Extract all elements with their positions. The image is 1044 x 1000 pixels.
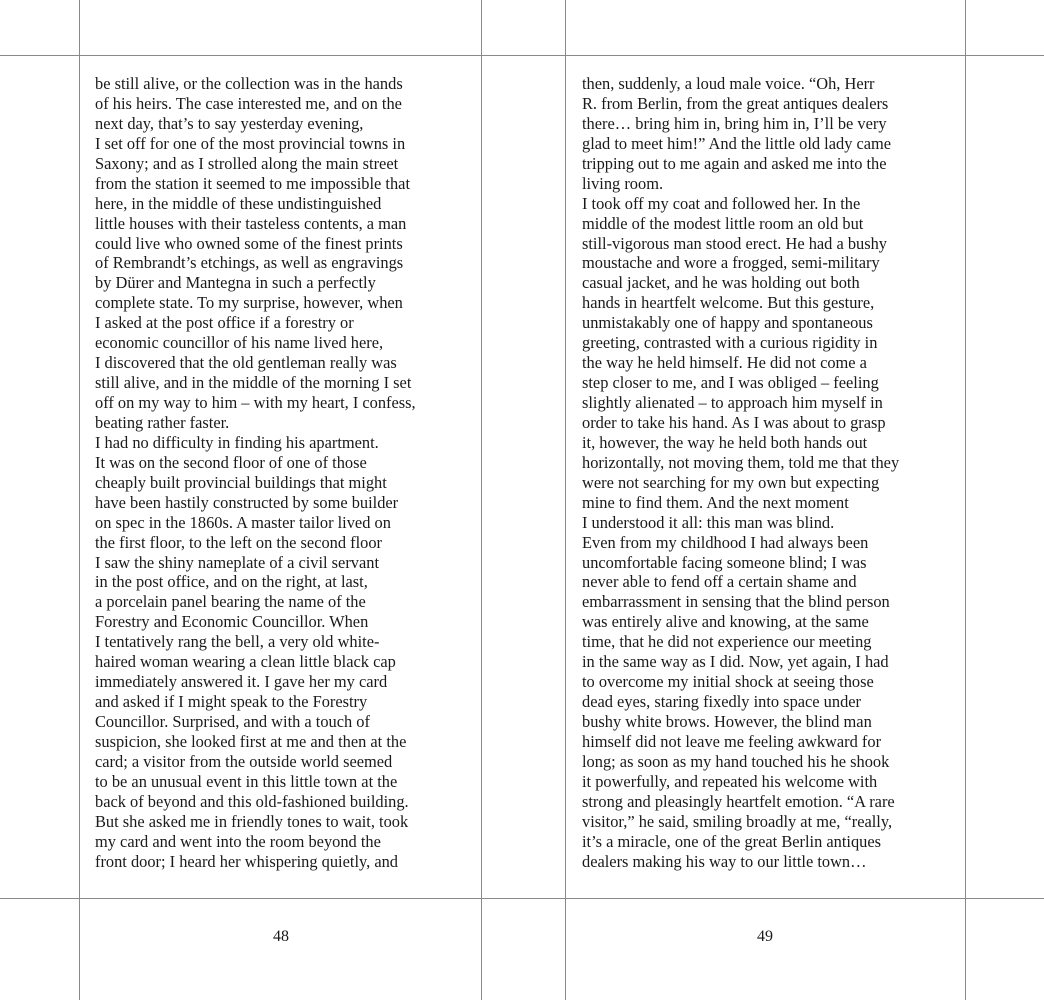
text-line: in the same way as I did. Now, yet again, I had: [582, 652, 889, 672]
text-line: from the station it seemed to me impossible that: [95, 173, 411, 193]
text-line: I discovered that the old gentleman really was: [95, 353, 397, 373]
text-line: I asked at the post office if a forestry or: [95, 313, 354, 333]
text-line: slightly alienated – to approach him myself in: [582, 393, 883, 412]
text-line: Forestry and Economic Councillor. When: [95, 612, 369, 632]
text-line: my card and went into the room beyond the: [95, 831, 381, 851]
text-line: to be an unusual event in this little town at the: [95, 771, 398, 791]
text-line: horizontally, not moving them, told me that they: [582, 452, 900, 472]
text-line: I set off for one of the most provincial towns in: [95, 133, 406, 153]
text-line: economic councillor of his name lived here,: [95, 333, 384, 353]
text-line: time, that he did not experience our meeting: [582, 632, 872, 652]
text-line: be still alive, or the collection was in the hands: [95, 74, 403, 93]
text-line: living room.: [582, 173, 664, 193]
page-number-right: 49: [757, 928, 773, 945]
top-margin-line: [0, 55, 1044, 56]
text-line: strong and pleasingly heartfelt emotion. “A rare: [582, 791, 895, 811]
text-line: suspicion, she looked first at me and then at the: [95, 731, 407, 751]
text-line: of Rembrandt’s etchings, as well as engravings: [95, 253, 404, 273]
text-line: a porcelain panel bearing the name of the: [95, 592, 366, 612]
right-page-outer-line: [965, 0, 966, 1000]
text-line: it, however, the way he held both hands out: [582, 432, 868, 452]
text-line: bushy white brows. However, the blind man: [582, 712, 872, 731]
text-line: embarrassment in sensing that the blind person: [582, 592, 890, 612]
text-line: hands in heartfelt welcome. But this gesture,: [582, 293, 875, 313]
left-page-outer-line: [79, 0, 80, 1000]
text-line: the way he held himself. He did not come a: [582, 353, 867, 373]
text-line: step closer to me, and I was obliged – feeling: [582, 373, 879, 393]
text-line: on spec in the 1860s. A master tailor lived on: [95, 512, 391, 532]
left-page-text: [95, 74, 416, 872]
text-line: complete state. To my surprise, however, when: [95, 293, 403, 313]
text-line: I had no difficulty in finding his apartment.: [95, 432, 379, 452]
text-line: there… bring him in, bring him in, I’ll be very: [582, 113, 887, 133]
text-line: and asked if I might speak to the Forestry: [95, 692, 368, 712]
text-line: cheaply built provincial buildings that might: [95, 472, 387, 492]
text-line: it powerfully, and repeated his welcome with: [582, 771, 878, 791]
text-line: next day, that’s to say yesterday evening,: [95, 113, 364, 133]
text-line: never able to fend off a certain shame and: [582, 572, 857, 592]
text-line: could live who owned some of the finest prints: [95, 233, 403, 253]
text-line: it’s a miracle, one of the great Berlin antiques: [582, 831, 882, 851]
text-line: R. from Berlin, from the great antiques dealers: [582, 93, 889, 113]
text-line: uncomfortable facing someone blind; I was: [582, 552, 867, 572]
text-line: in the post office, and on the right, at last,: [95, 572, 368, 592]
text-line: I understood it all: this man was blind.: [582, 512, 835, 532]
bottom-margin-line: [0, 898, 1044, 899]
text-line: Even from my childhood I had always been: [582, 532, 869, 552]
left-page-inner-line: [481, 0, 482, 1000]
text-line: immediately answered it. I gave her my card: [95, 672, 388, 692]
text-line: still alive, and in the middle of the morning I set: [95, 373, 412, 393]
text-line: greeting, contrasted with a curious rigidity in: [582, 333, 878, 353]
text-line: unmistakably one of happy and spontaneous: [582, 313, 873, 333]
text-line: I took off my coat and followed her. In the: [582, 193, 861, 213]
text-line: order to take his hand. As I was about to grasp: [582, 412, 886, 432]
text-line: have been hastily constructed by some builder: [95, 492, 399, 512]
text-line: here, in the middle of these undistinguished: [95, 193, 382, 213]
text-line: casual jacket, and he was holding out both: [582, 273, 860, 293]
text-line: card; a visitor from the outside world seemed: [95, 751, 393, 771]
text-line: visitor,” he said, smiling broadly at me, “really,: [582, 811, 893, 831]
text-line: haired woman wearing a clean little black cap: [95, 652, 396, 672]
right-page-inner-line: [565, 0, 566, 1000]
text-line: himself did not leave me feeling awkward for: [582, 731, 882, 751]
text-line: long; as soon as my hand touched his he shook: [582, 751, 890, 771]
text-line: dead eyes, staring fixedly into space under: [582, 692, 862, 712]
text-line: It was on the second floor of one of those: [95, 452, 367, 472]
text-line: off on my way to him – with my heart, I confess,: [95, 393, 416, 412]
text-line: was entirely alive and knowing, at the same: [582, 612, 869, 632]
text-line: were not searching for my own but expecting: [582, 472, 880, 492]
text-line: beating rather faster.: [95, 412, 230, 432]
text-line: middle of the modest little room an old but: [582, 213, 864, 233]
text-line: mine to find them. And the next moment: [582, 492, 849, 512]
text-line: Councillor. Surprised, and with a touch of: [95, 712, 370, 731]
text-line: the first floor, to the left on the second floor: [95, 532, 383, 552]
text-line: glad to meet him!” And the little old lady came: [582, 133, 892, 153]
text-line: little houses with their tasteless contents, a man: [95, 213, 407, 233]
page-number-left: 48: [273, 928, 289, 945]
right-page-text: [582, 74, 899, 872]
text-line: then, suddenly, a loud male voice. “Oh, Herr: [582, 74, 875, 93]
text-line: Saxony; and as I strolled along the main street: [95, 153, 399, 173]
text-line: I tentatively rang the bell, a very old white-: [95, 632, 380, 652]
text-line: But she asked me in friendly tones to wait, took: [95, 811, 409, 831]
text-line: tripping out to me again and asked me into the: [582, 153, 887, 173]
text-line: by Dürer and Mantegna in such a perfectly: [95, 273, 376, 293]
text-line: dealers making his way to our little town…: [582, 851, 867, 871]
text-line: still-vigorous man stood erect. He had a bushy: [582, 233, 887, 253]
text-line: I saw the shiny nameplate of a civil servant: [95, 552, 380, 572]
text-line: front door; I heard her whispering quietly, and: [95, 851, 398, 871]
text-line: of his heirs. The case interested me, and on the: [95, 93, 402, 113]
text-line: back of beyond and this old-fashioned building.: [95, 791, 409, 811]
text-line: moustache and wore a frogged, semi-military: [582, 253, 880, 273]
text-line: to overcome my initial shock at seeing those: [582, 672, 874, 692]
